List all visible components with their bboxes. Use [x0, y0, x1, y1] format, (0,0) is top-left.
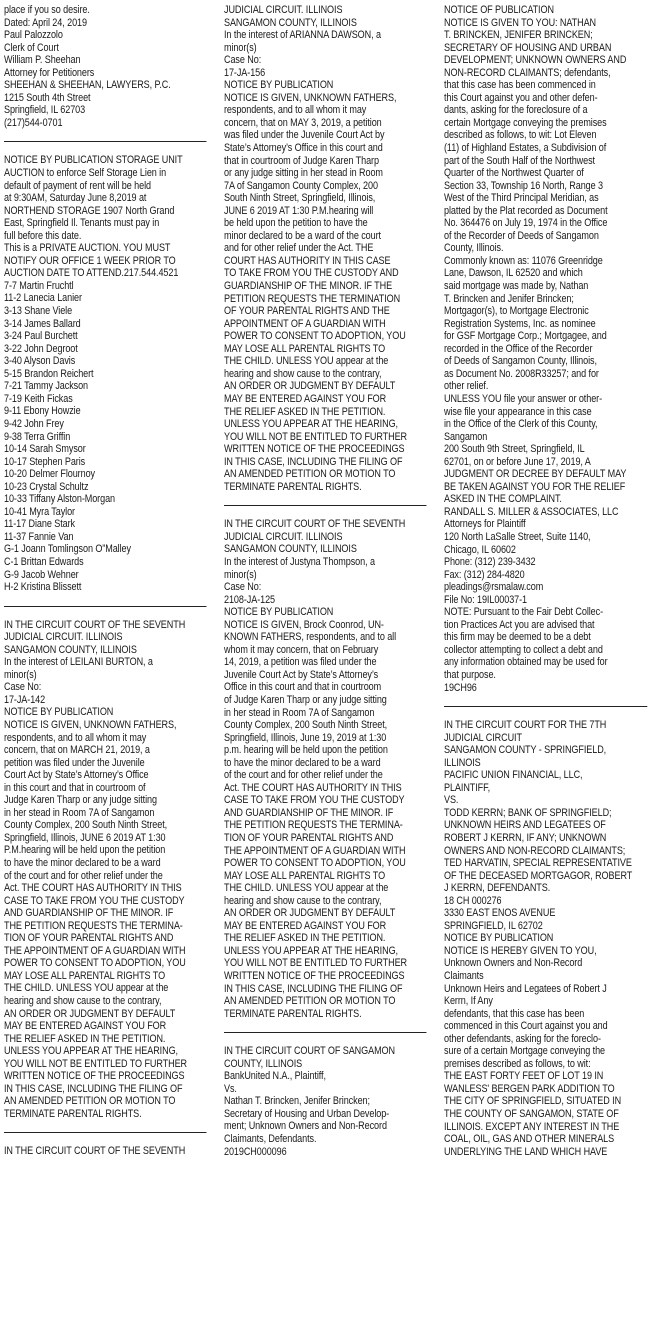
notice-line: YOU WILL NOT BE ENTITLED TO FURTHER [224, 430, 408, 443]
notice-line: KNOWN FATHERS, respondents, and to all [224, 631, 397, 644]
notice-line: (11) of Highland Estates, a Subdivision of [444, 142, 607, 155]
notice-line: J KERRN, DEFENDANTS. [444, 882, 551, 895]
notice-line: Clerk of Court [4, 41, 59, 54]
notice-line: 10-23 Crystal Schultz [4, 480, 89, 493]
notice-line: sure of a certain Mortgage conveying the [444, 1045, 606, 1058]
notice-line: place if you so desire. [4, 4, 90, 16]
notice-line: wise file your appearance in this case [444, 405, 592, 418]
notice-line: C-1 Brittan Edwards [4, 555, 84, 568]
notice-line: in this court and that in courtroom of [4, 781, 146, 794]
notice-line: Case No: [4, 681, 42, 694]
notice-line: County Complex, 200 South Ninth Street, [4, 819, 168, 832]
notice-divider [4, 1132, 206, 1133]
notice-line: 11-2 Lanecia Lanier [4, 292, 82, 305]
notice-line: This is a PRIVATE AUCTION. YOU MUST [4, 242, 171, 255]
notice-line: described as follows, to wit: Lot Eleven [444, 129, 597, 142]
notice-line: 11-37 Fannie Van [4, 530, 74, 543]
notice-line: CASE TO TAKE FROM YOU THE CUSTODY [224, 794, 405, 807]
notice-divider [224, 1032, 426, 1033]
notice-line: 14, 2019, a petition was filed under the [224, 656, 377, 669]
notice-line: Chicago, IL 60602 [444, 543, 516, 556]
notice-line: WRITTEN NOTICE OF THE PROCEEDINGS [224, 970, 405, 983]
notice-line: pleadings@rsmalaw.com [444, 581, 544, 594]
notice-line: 7A of Sangamon County Complex, 200 [224, 179, 378, 192]
notice-line: JUDICIAL CIRCUIT. ILLINOIS [4, 631, 123, 644]
notice-line: 10-33 Tiffany Alston-Morgan [4, 493, 115, 506]
notice-line: WRITTEN NOTICE OF THE PROCEEDINGS [4, 1070, 185, 1083]
notice-line: MAY LOSE ALL PARENTAL RIGHTS TO [4, 969, 166, 982]
notice-line: IN THE CIRCUIT COURT FOR THE 7TH [444, 719, 607, 732]
notice-line: NOTICE BY PUBLICATION [224, 606, 334, 619]
notice-line: IN THE CIRCUIT COURT OF THE SEVENTH [224, 518, 406, 531]
notice-line: Unknown Owners and Non-Record [444, 957, 583, 970]
notice-line: said mortgage was made by, Nathan [444, 280, 589, 293]
notice-line: minor(s) [4, 668, 37, 681]
notice-line: minor declared to be a ward of the court [224, 229, 381, 242]
notice-line: NOTICE BY PUBLICATION STORAGE UNIT [4, 154, 183, 167]
notice-line: Court Act by State’s Attorney’s Office [4, 769, 149, 782]
notice-line: G-9 Jacob Wehner [4, 568, 79, 581]
legal-notice [224, 518, 426, 1020]
legal-notice [224, 1045, 426, 1158]
notice-line: AN AMENDED PETITION OR MOTION TO [224, 468, 396, 481]
notice-line: 9-38 Terra Griffin [4, 430, 71, 443]
notice-line: JUDICIAL CIRCUIT. ILLINOIS [224, 530, 343, 543]
column-3 [444, 4, 647, 1158]
notice-line: P.M.hearing will be held upon the petition [4, 844, 166, 857]
notice-line: Springfield, IL 62703 [4, 104, 86, 117]
notice-line: 10-17 Stephen Paris [4, 455, 86, 468]
notice-line: whom it may concern, that on February [224, 643, 379, 656]
notice-line: In the interest of LEILANI BURTON, a [4, 656, 153, 669]
notice-line: Registration Systems, Inc. as nominee [444, 317, 596, 330]
notice-line: BankUnited N.A., Plaintiff, [224, 1070, 326, 1083]
notice-line: UNLESS YOU APPEAR AT THE HEARING, [224, 944, 398, 957]
notice-line: POWER TO CONSENT TO ADOPTION, YOU [224, 330, 406, 343]
notice-line: County Complex, 200 South Ninth Street, [224, 719, 388, 732]
notice-line: UNLESS YOU APPEAR AT THE HEARING, [224, 418, 398, 431]
legal-notice [224, 4, 426, 493]
notice-line: Claimants [444, 970, 484, 983]
notice-line: MAY LOSE ALL PARENTAL RIGHTS TO [224, 869, 386, 882]
notice-line: Act. THE COURT HAS AUTHORITY IN THIS [224, 781, 402, 794]
notice-line: SANGAMON COUNTY, ILLINOIS [224, 543, 357, 556]
notice-line: to have the minor declared to be a ward [224, 756, 381, 769]
notice-line: 7-7 Martin Fruchtl [4, 279, 74, 292]
notice-line: SANGAMON COUNTY, ILLINOIS [4, 643, 137, 656]
notice-line: BE TAKEN AGAINST YOU FOR THE RELIEF [444, 480, 626, 493]
notice-line: for GSF Mortgage Corp.; Mortgagee, and [444, 330, 607, 343]
notice-divider [224, 505, 426, 506]
notice-line: of the court and for other relief under the [4, 869, 163, 882]
notice-line: 19CH96 [444, 681, 477, 694]
notice-line: VS. [444, 794, 459, 807]
notice-line: of the Recorder of Deeds of Sangamon [444, 229, 599, 242]
notice-line: Vs. [224, 1082, 237, 1095]
notice-line: AND GUARDIANSHIP OF THE MINOR. IF [224, 806, 394, 819]
notice-line: 11-17 Diane Stark [4, 518, 76, 531]
notice-line: TED HARVATIN, SPECIAL REPRESENTATIVE [444, 857, 632, 870]
notice-line: UNDERLYING THE LAND WHICH HAVE [444, 1145, 608, 1158]
notice-line: in her stead in Room 7A of Sangamon [4, 806, 155, 819]
notice-line: TERMINATE PARENTAL RIGHTS. [224, 480, 362, 493]
notice-line: THE APPOINTMENT OF A GUARDIAN WITH [4, 944, 186, 957]
notice-line: Unknown Heirs and Legatees of Robert J [444, 982, 607, 995]
notice-line: ILLINOIS [444, 756, 481, 769]
notice-line: Case No: [224, 54, 262, 67]
notice-line: that in courtroom of Judge Karen Tharp [224, 154, 379, 167]
notice-line: WANLESS' BERGEN PARK ADDITION TO [444, 1082, 615, 1095]
notice-line: NOTE: Pursuant to the Fair Debt Collec- [444, 606, 604, 619]
notice-line: In the interest of ARIANNA DAWSON, a [224, 29, 381, 42]
notice-line: AN AMENDED PETITION OR MOTION TO [4, 1095, 176, 1108]
notice-line: commenced in this Court against you and [444, 1020, 608, 1033]
notice-line: this Court against you and other defen- [444, 91, 598, 104]
notice-line: THE RELIEF ASKED IN THE PETITION. [224, 405, 386, 418]
notice-line: Mortgagor(s), to Mortgage Electronic [444, 305, 589, 318]
notice-line: THE RELIEF ASKED IN THE PETITION. [4, 1032, 166, 1045]
notice-line: William P. Sheehan [4, 54, 81, 67]
notice-line: NOTICE OF PUBLICATION [444, 4, 554, 16]
notice-line: YOU WILL NOT BE ENTITLED TO FURTHER [4, 1057, 188, 1070]
notice-line: that this case has been commenced in [444, 79, 596, 92]
notice-line: East, Springfield Il. Tenants must pay in [4, 217, 160, 230]
notice-line: UNLESS YOU APPEAR AT THE HEARING, [4, 1045, 178, 1058]
notice-line: 10-14 Sarah Smysor [4, 443, 86, 456]
notice-line: defendants, that this case has been [444, 1007, 585, 1020]
notice-line: was filed under the Juvenile Court Act by [224, 129, 385, 142]
notice-line: Attorneys for Plaintiff [444, 518, 526, 531]
notice-line: OF THE DECEASED MORTGAGOR, ROBERT [444, 869, 633, 882]
notice-line: MAY BE ENTERED AGAINST YOU FOR [4, 1020, 167, 1033]
notice-line: AN ORDER OR JUDGMENT BY DEFAULT [4, 1007, 176, 1020]
notice-line: or any judge sitting in her stead in Room [224, 167, 383, 180]
notice-line: certain Mortgage conveying the premises [444, 116, 607, 129]
notice-line: 2108-JA-125 [224, 593, 276, 606]
notice-line: TERMINATE PARENTAL RIGHTS. [224, 1007, 362, 1020]
notice-line: PACIFIC UNION FINANCIAL, LLC, [444, 769, 583, 782]
notice-line: ROBERT J KERRN, IF ANY; UNKNOWN [444, 832, 607, 844]
notice-line: of Deeds of Sangamon County, Illinois, [444, 355, 597, 368]
notice-line: respondents, and to all whom it may [224, 104, 367, 117]
notice-line: premises described as follows, to wit: [444, 1057, 591, 1070]
notice-line: TION OF YOUR PARENTAL RIGHTS AND [224, 832, 394, 844]
notice-line: SPRINGFIELD, IL 62702 [444, 919, 543, 932]
notice-line: THE PETITION REQUESTS THE TERMINA- [4, 919, 183, 932]
notice-line: p.m. hearing will be held upon the petition [224, 744, 388, 757]
notice-line: 3-40 Alyson Davis [4, 355, 76, 368]
notice-line: 120 North LaSalle Street, Suite 1140, [444, 530, 591, 543]
notice-line: NOTICE IS GIVEN TO YOU: NATHAN [444, 16, 597, 29]
notice-line: Section 33, Township 16 North, Range 3 [444, 179, 603, 192]
notice-line: Office in this court and that in courtroom [224, 681, 382, 694]
notice-line: POWER TO CONSENT TO ADOPTION, YOU [224, 857, 406, 870]
notice-line: at 9:30AM, Saturday June 8,2019 at [4, 192, 147, 205]
notice-line: platted by the Plat recorded as Document [444, 204, 608, 217]
notice-line: RANDALL S. MILLER & ASSOCIATES, LLC [444, 505, 619, 518]
notice-line: minor(s) [224, 41, 257, 54]
notice-line: minor(s) [224, 568, 257, 581]
notice-line: 7-21 Tammy Jackson [4, 380, 89, 393]
notice-line: UNKNOWN HEIRS AND LEGATEES OF [444, 819, 606, 832]
notice-line: respondents, and to all whom it may [4, 731, 147, 744]
notice-line: Commonly known as: 11076 Greenridge [444, 254, 603, 267]
notice-line: 2019CH000096 [224, 1145, 287, 1158]
notice-line: AUCTION DATE TO ATTEND.217.544.4521 [4, 267, 179, 280]
notice-line: of the court and for other relief under the [224, 769, 383, 782]
notice-line: NOTICE IS GIVEN, UNKNOWN FATHERS, [224, 91, 397, 104]
notice-line: default of payment of rent will be held [4, 179, 151, 192]
notice-line: ILLINOIS. EXCEPT ANY INTEREST IN THE [444, 1120, 620, 1133]
notice-line: THE RELIEF ASKED IN THE PETITION. [224, 932, 386, 945]
notice-line: Attorney for Petitioners [4, 66, 95, 79]
notice-line: hearing and show cause to the contrary, [224, 367, 382, 380]
notice-line: 10-41 Myra Taylor [4, 505, 75, 518]
notice-line: State’s Attorney’s Office in this court and [224, 142, 383, 155]
notice-line: IN THE CIRCUIT COURT OF SANGAMON [224, 1045, 395, 1058]
notice-line: in the Office of the Clerk of this County, [444, 418, 598, 431]
notice-line: recorded in the Office of the Recorder [444, 342, 593, 355]
notice-line: 1215 South 4th Street [4, 91, 91, 104]
notice-line: AN AMENDED PETITION OR MOTION TO [224, 995, 396, 1008]
notice-line: 7-19 Keith Fickas [4, 392, 73, 405]
notice-line: South Ninth Street, Springfield, Illinois, [224, 192, 376, 205]
notice-line: 3-24 Paul Burchett [4, 330, 78, 343]
notice-line: OF YOUR PARENTAL RIGHTS AND THE [224, 305, 390, 318]
legal-notice [444, 719, 647, 1158]
legal-notice [4, 1145, 206, 1158]
notice-divider [4, 141, 206, 142]
notice-divider [4, 606, 206, 607]
notice-line: APPOINTMENT OF A GUARDIAN WITH [224, 317, 386, 330]
notice-line: GUARDIANSHIP OF THE MINOR. IF THE [224, 280, 393, 293]
notice-line: TION OF YOUR PARENTAL RIGHTS AND [4, 932, 174, 945]
notice-line: 200 South 9th Street, Springfield, IL [444, 443, 585, 456]
notice-line: THE COUNTY OF SANGAMON, STATE OF [444, 1108, 619, 1121]
notice-line: of Judge Karen Tharp or any judge sitting [224, 693, 387, 706]
notice-line: MAY BE ENTERED AGAINST YOU FOR [224, 392, 387, 405]
notice-divider [444, 706, 647, 707]
notice-line: T. BRINCKEN, JENIFER BRINCKEN; [444, 29, 593, 42]
notice-line: Judge Karen Tharp or any judge sitting [4, 794, 157, 807]
notice-line: Springfield, Illinois, JUNE 6 2019 AT 1:30 [4, 831, 166, 844]
notice-line: 3-13 Shane Viele [4, 305, 73, 318]
notice-line: Paul Palozzolo [4, 29, 63, 42]
notice-line: IN THIS CASE, INCLUDING THE FILING OF [224, 455, 403, 468]
notice-line: full before this date. [4, 229, 82, 242]
notice-line: COURT HAS AUTHORITY IN THIS CASE [224, 254, 391, 267]
notice-line: G-1 Joann Tomlingson O”Malley [4, 543, 131, 556]
notice-line: File No: 19IL00037-1 [444, 593, 528, 606]
notice-line: NOTICE BY PUBLICATION [224, 79, 334, 92]
notice-line: dants, asking for the foreclosure of a [444, 104, 588, 117]
column-2 [224, 4, 426, 1158]
notice-line: part of the South Half of the Northwest [444, 154, 595, 167]
notice-line: 10-20 Delmer Flournoy [4, 468, 95, 481]
notice-line: NOTICE IS HEREBY GIVEN TO YOU, [444, 944, 597, 957]
notice-line: SHEEHAN & SHEEHAN, LAWYERS, P.C. [4, 79, 171, 92]
notice-line: 3-14 James Ballard [4, 317, 81, 330]
notice-line: In the interest of Justyna Thompson, a [224, 555, 375, 568]
notice-line: as Document No. 2008R33257; and for [444, 367, 599, 380]
notice-line: SANGAMON COUNTY - SPRINGFIELD, [444, 744, 607, 757]
notice-line: MAY BE ENTERED AGAINST YOU FOR [224, 919, 387, 932]
notice-line: Claimants, Defendants. [224, 1133, 317, 1146]
notice-line: TODD KERRN; BANK OF SPRINGFIELD; [444, 806, 612, 819]
notice-line: ASKED IN THE COMPLAINT. [444, 493, 562, 506]
notice-line: IN THIS CASE, INCLUDING THE FILING OF [4, 1082, 183, 1095]
notice-line: County, Illinois. [444, 242, 504, 255]
notice-line: OWNERS AND NON-RECORD CLAIMANTS; [444, 844, 626, 857]
notice-line: Springfield, Illinois, June 19, 2019 at 1:30 [224, 731, 387, 744]
notice-line: any information obtained may be used for [444, 656, 608, 669]
notice-line: tion Practices Act you are advised that [444, 618, 595, 631]
notice-line: Sangamon [444, 430, 488, 443]
notice-line: in her stead in Room 7A of Sangamon [224, 706, 375, 719]
notice-line: PLAINTIFF, [444, 781, 491, 794]
notice-line: IN THIS CASE, INCLUDING THE FILING OF [224, 982, 403, 995]
notice-line: 9-11 Ebony Howzie [4, 405, 81, 418]
notice-line: THE CHILD. UNLESS YOU appear at the [4, 982, 169, 995]
notice-line: 3-22 John Degroot [4, 342, 78, 355]
notice-line: to have the minor declared to be a ward [4, 857, 161, 869]
notice-line: JUDICIAL CIRCUIT [444, 731, 522, 744]
notice-line: Lane, Dawson, IL 62520 and which [444, 267, 583, 280]
notice-line: NOTIFY OUR OFFICE 1 WEEK PRIOR TO [4, 254, 176, 267]
notice-line: West of the Third Principal Meridian, as [444, 192, 599, 205]
legal-notice [4, 154, 206, 593]
notice-line: THE CITY OF SPRINGFIELD, SITUATED IN [444, 1095, 622, 1108]
notice-line: TO TAKE FROM YOU THE CUSTODY AND [224, 267, 399, 280]
notice-line: concern, that on MAY 3, 2019, a petition [224, 116, 382, 129]
notice-line: hearing and show cause to the contrary, [4, 995, 162, 1008]
notice-line: UNLESS YOU file your answer or other- [444, 392, 603, 405]
notice-line: WRITTEN NOTICE OF THE PROCEEDINGS [224, 443, 405, 456]
notice-line: collector attempting to collect a debt and [444, 643, 603, 656]
notice-line: NOTICE BY PUBLICATION [4, 706, 114, 719]
notice-line: TERMINATE PARENTAL RIGHTS. [4, 1107, 142, 1120]
notice-line: POWER TO CONSENT TO ADOPTION, YOU [4, 957, 186, 970]
notice-line: Quarter of the Northwest Quarter of [444, 167, 584, 180]
notice-line: T. Brincken and Jenifer Brincken; [444, 292, 574, 305]
notice-line: AND GUARDIANSHIP OF THE MINOR. IF [4, 907, 174, 920]
notice-line: (217)544-0701 [4, 116, 63, 129]
notice-line: Nathan T. Brincken, Jenifer Brincken; [224, 1095, 370, 1108]
notice-line: COAL, OIL, GAS AND OTHER MINERALS [444, 1133, 615, 1146]
notice-line: Kerrn, If Any [444, 995, 493, 1008]
notice-line: other defendants, asking for the foreclo- [444, 1032, 601, 1045]
notice-line: THE APPOINTMENT OF A GUARDIAN WITH [224, 844, 406, 857]
notice-line: THE PETITION REQUESTS THE TERMINA- [224, 819, 403, 832]
notice-line: YOU WILL NOT BE ENTITLED TO FURTHER [224, 957, 408, 970]
notice-line: 3330 EAST ENOS AVENUE [444, 907, 556, 920]
notice-line: AN ORDER OR JUDGMENT BY DEFAULT [224, 907, 396, 920]
notice-line: NOTICE IS GIVEN, UNKNOWN FATHERS, [4, 718, 177, 731]
notice-line: 62701, on or before June 17, 2019, A [444, 455, 591, 468]
notice-line: NOTICE IS GIVEN, Brock Coonrod, UN- [224, 618, 384, 631]
notice-line: IN THE CIRCUIT COURT OF THE SEVENTH [4, 618, 186, 631]
notice-line: SANGAMON COUNTY, ILLINOIS [224, 16, 357, 29]
notice-line: 5-15 Brandon Reichert [4, 367, 94, 380]
notice-line: ment; Unknown Owners and Non-Record [224, 1120, 387, 1133]
notice-line: NORTHEND STORAGE 1907 North Grand [4, 204, 175, 217]
notice-line: Juvenile Court Act by State’s Attorney’s [224, 668, 379, 681]
notice-line: NOTICE BY PUBLICATION [444, 932, 554, 945]
notice-line: DEVELOPMENT; UNKNOWN OWNERS AND [444, 54, 627, 67]
notice-line: THE CHILD. UNLESS YOU appear at the [224, 882, 389, 895]
notice-line: CASE TO TAKE FROM YOU THE CUSTODY [4, 894, 185, 907]
legal-notice [4, 619, 206, 1121]
notice-line: 17-JA-142 [4, 693, 46, 706]
notice-line: Case No: [224, 581, 262, 594]
notice-line: JUDGMENT OR DECREE BY DEFAULT MAY [444, 468, 627, 481]
notice-line: MAY LOSE ALL PARENTAL RIGHTS TO [224, 342, 386, 355]
legal-notice [444, 4, 647, 694]
notice-line: COUNTY, ILLINOIS [224, 1057, 303, 1070]
notice-line: THE EAST FORTY FEET OF LOT 19 IN [444, 1070, 604, 1083]
notice-line: PETITION REQUESTS THE TERMINATION [224, 292, 401, 305]
notice-line: this firm may be deemed to be a debt [444, 631, 591, 644]
notice-line: No. 364476 on July 19, 1974 in the Office [444, 217, 608, 230]
legal-notice [4, 4, 206, 129]
notice-line: be held upon the petition to have the [224, 217, 368, 230]
notice-line: 9-42 John Frey [4, 417, 64, 430]
notice-line: Phone: (312) 239-3432 [444, 556, 536, 569]
notice-line: that purpose. [444, 668, 496, 681]
notice-line: AN ORDER OR JUDGMENT BY DEFAULT [224, 380, 396, 393]
notice-line: Act. THE COURT HAS AUTHORITY IN THIS [4, 882, 182, 895]
notice-line: Dated: April 24, 2019 [4, 16, 87, 29]
notice-line: hearing and show cause to the contrary, [224, 894, 382, 907]
column-1 [4, 4, 206, 1158]
notice-line: NON-RECORD CLAIMANTS; defendants, [444, 66, 611, 79]
notice-line: and for other relief under the Act. THE [224, 242, 374, 255]
notice-line: H-2 Kristina Blissett [4, 581, 82, 594]
notice-line: JUNE 6 2019 AT 1:30 P.M.hearing will [224, 204, 374, 217]
notice-line: SECRETARY OF HOUSING AND URBAN [444, 41, 612, 54]
notice-line: JUDICIAL CIRCUIT. ILLINOIS [224, 4, 343, 16]
notice-line: other relief. [444, 380, 489, 393]
notice-line: IN THE CIRCUIT COURT OF THE SEVENTH [4, 1145, 186, 1158]
notice-line: petition was filed under the Juvenile [4, 756, 145, 769]
notice-line: THE CHILD. UNLESS YOU appear at the [224, 355, 389, 368]
notice-line: AUCTION to enforce Self Storage Lien in [4, 167, 167, 180]
notice-line: 17-JA-156 [224, 66, 266, 79]
notice-line: 18 CH 000276 [444, 894, 502, 907]
notice-line: Secretary of Housing and Urban Develop- [224, 1107, 390, 1120]
notice-line: concern, that on MARCH 21, 2019, a [4, 744, 150, 757]
notice-line: Fax: (312) 284-4820 [444, 568, 525, 581]
